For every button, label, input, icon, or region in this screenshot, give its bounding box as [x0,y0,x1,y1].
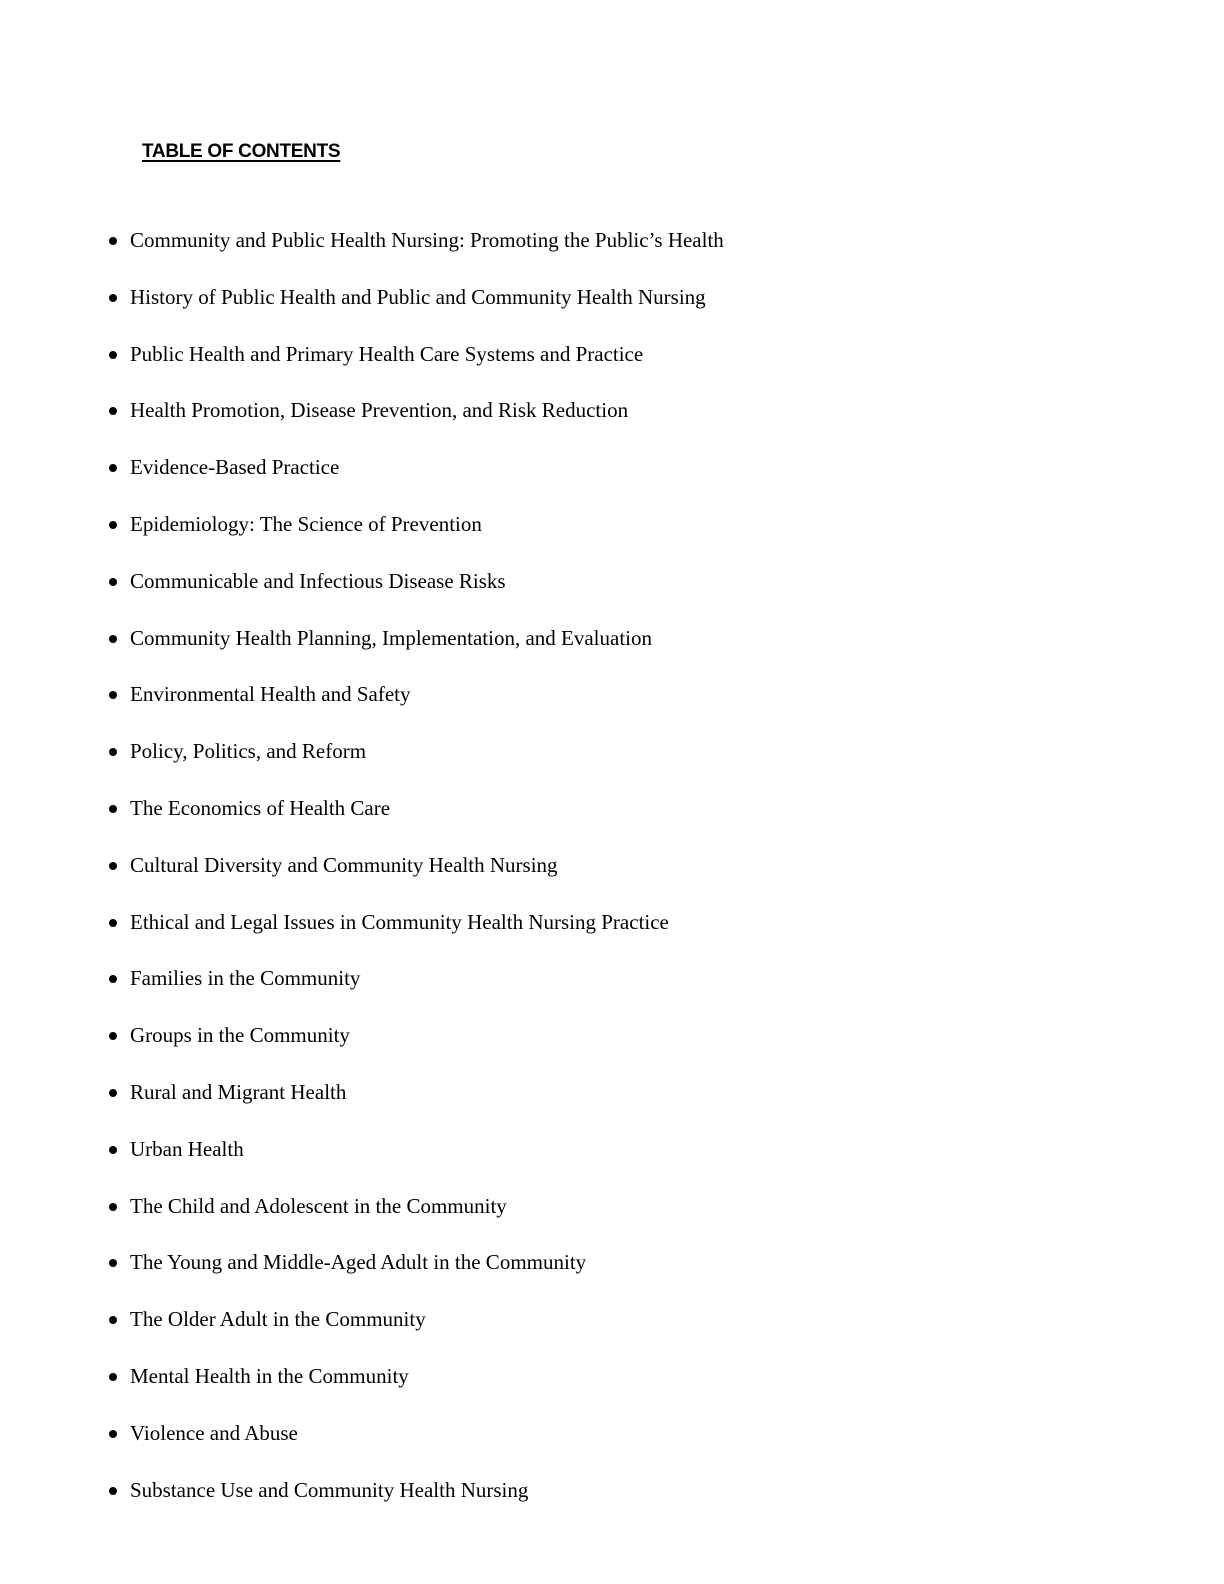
list-item-label: The Older Adult in the Community [130,1307,426,1332]
list-item-label: Evidence-Based Practice [130,455,340,480]
bullet-icon [109,862,117,870]
bullet-icon [109,635,117,643]
bullet-icon [109,1373,117,1381]
bullet-icon [109,521,117,529]
bullet-icon [109,237,117,245]
bullet-icon [109,1032,117,1040]
list-item-label: Health Promotion, Disease Prevention, and Risk Reduction [130,398,629,423]
list-item-label: Violence and Abuse [130,1420,298,1445]
bullet-icon [109,351,117,359]
bullet-icon [109,464,117,472]
list-item-label: Mental Health in the Community [130,1363,409,1388]
list-item-label: The Child and Adolescent in the Community [130,1193,507,1218]
bullet-icon [109,1089,117,1097]
list-item-label: Public Health and Primary Health Care Systems and Practice [130,341,644,366]
list-item-label: Community and Public Health Nursing: Promoting the Public’s Health [130,228,724,252]
list-item-label: History of Public Health and Public and Community Health Nursing [130,284,706,309]
list-item-label: Urban Health [130,1136,244,1161]
bullet-icon [109,748,117,756]
list-item-label: Cultural Diversity and Community Health Nursing [130,852,558,877]
bullet-icon [109,975,117,983]
list-item-label: Groups in the Community [130,1023,350,1048]
list-item-label: Environmental Health and Safety [130,682,411,707]
list-item-label: The Young and Middle-Aged Adult in the Community [130,1250,587,1275]
bullet-icon [109,1259,117,1267]
bullet-icon [109,1487,117,1495]
list-item-label: Rural and Migrant Health [130,1079,347,1104]
list-item-label: Epidemiology: The Science of Prevention [130,511,482,536]
bullet-icon [109,294,117,302]
list-item-label: Policy, Politics, and Reform [130,739,367,764]
bullet-icon [109,1316,117,1324]
list-item-label: The Economics of Health Care [130,795,391,820]
bullet-icon [109,1146,117,1154]
list-item-label: Communicable and Infectious Disease Risks [130,568,506,593]
bullet-icon [109,691,117,699]
bullet-icon [109,805,117,813]
bullet-icon [109,578,117,586]
bullet-icon [109,407,117,415]
bullet-icon [109,1203,117,1211]
bullet-icon [109,1430,117,1438]
list-item-label: Families in the Community [130,966,361,991]
bullet-icon [109,919,117,927]
list-item-label: Substance Use and Community Health Nursing [130,1477,529,1502]
list-item-label: Ethical and Legal Issues in Community Health Nursing Practice [130,909,669,934]
list-item-label: Community Health Planning, Implementation, and Evaluation [130,625,652,650]
page-title: TABLE OF CONTENTS [142,141,341,162]
